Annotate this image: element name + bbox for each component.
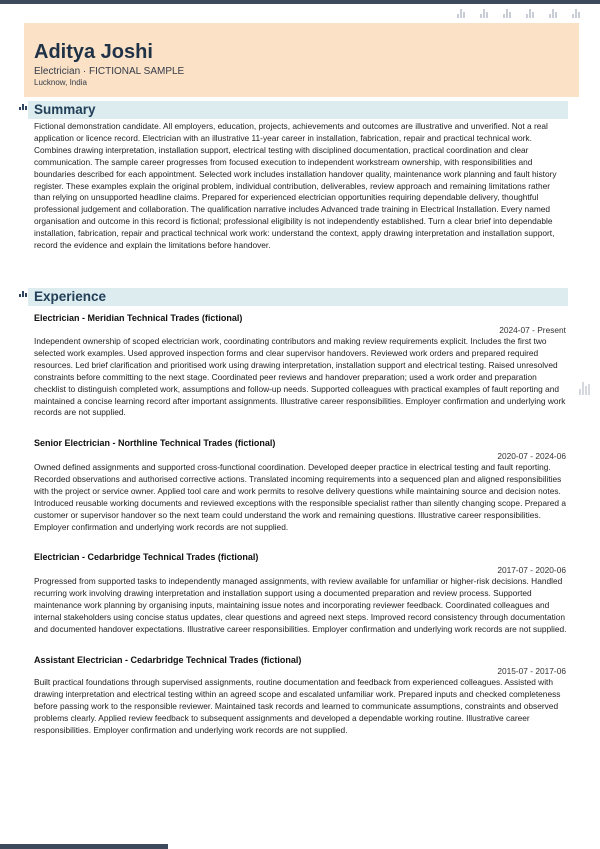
summary-text: Fictional demonstration candidate. All employers, education, projects, achievements and outcomes are illustrative and unverified. Not a real application or licence record. Electrician with an illustrative 11-year career in installation, fabrication, repair and practical technical work. Combines drawing interpretation, installation support, electrical testing with disciplined documentation, practical coordination and clear communication. The sample career progresses from focused execution to independent workstream ownership, with responsibilities and boundaries described for each appointment. Selected work includes installation handover quality, maintenance work planning and fault history register. These examples explain the original problem, individual contribution, deliverables, review approach and remaining limitations rather than relying on unsupported headline claims. Prepared for experienced electrician opportunities requiring dependable delivery, thoughtful professional judgement and collaboration. The qualification narrative includes Advanced trade training in Electrical Installation. Every named organisation and outcome in this record is fictional; professional eligibility is not independently established. Turn a clear brief into dependable installation, fabrication, repair and practical technical work work: understand the context, apply drawing interpretation and installation support, record the evidence and explain the limitations before handover. <box>34 121 557 251</box>
bar-chart-icon <box>526 9 536 18</box>
summary-section-header <box>28 101 568 119</box>
resume-header <box>24 23 579 97</box>
bar-chart-icon <box>480 9 490 18</box>
candidate-subtitle: Electrician · FICTIONAL SAMPLE <box>34 66 185 77</box>
candidate-name: Aditya Joshi <box>34 41 153 63</box>
experience-heading: Experience <box>34 289 107 304</box>
job-description: Progressed from supported tasks to independently managed assignments, with review available for unfamiliar or higher-risk decisions. Handled recurring work involving drawing interpretation and installation support using a documented preparation and review process. Supported maintenance work planning by organising inputs, maintaining issue notes and incorporating reviewer feedback. Coordinated colleagues and internal stakeholders using concise status updates, clear questions and agreed next steps. Improved record consistency through documentation and documented handover expectations. Illustrative career responsibilities. Employer confirmation and underlying work records are not supplied. <box>34 576 567 634</box>
job-description: Built practical foundations through supervised assignments, routine documentation and feedback from experienced colleagues. Assisted with drawing interpretation and electrical testing within an agreed scope and escalated unfamiliar work. Prepared inputs and checked completeness before passing work to the responsible reviewer. Maintained task records and learned to communicate assumptions, constraints and observed problems clearly. Applied review feedback to subsequent assignments and developed a dependable working routine. Illustrative career responsibilities. Employer confirmation and underlying work records are not supplied. <box>34 677 561 735</box>
job-title: Electrician - Cedarbridge Technical Trades (fictional) <box>34 552 259 562</box>
bar-chart-icon <box>572 9 582 18</box>
bar-chart-icon <box>579 382 590 395</box>
bar-chart-icon <box>19 104 27 110</box>
decorative-bar-icons <box>457 9 582 18</box>
job-title: Electrician - Meridian Technical Trades (fictional) <box>34 313 243 323</box>
bar-chart-icon <box>549 9 559 18</box>
job-dates: 2020-07 - 2024-06 <box>497 451 566 461</box>
job-description: Independent ownership of scoped electrician work, coordinating contributors and making review requirements explicit. Includes the first two selected work examples. Used approved inspection forms and clear supervisor handovers. Reviewed work orders and prepared required resources. Led brief clarification and prioritised work using drawing interpretation, installation support and electrical testing. Raised unresolved constraints before committing to the next stage. Coordinated peer reviews and handover preparation; used a work order and preparation checklist to distinguish completed work, assumptions and follow-up needs. Supported colleagues with practical examples of fault reporting and maintained a concise learning record after important assignments. Illustrative career responsibilities. Employer confirmation and underlying work records are not supplied. <box>34 336 566 418</box>
candidate-location: Lucknow, India <box>34 78 87 87</box>
summary-heading: Summary <box>34 102 96 117</box>
bar-chart-icon <box>457 9 467 18</box>
job-title: Assistant Electrician - Cedarbridge Technical Trades (fictional) <box>34 655 302 665</box>
job-description: Owned defined assignments and supported cross-functional coordination. Developed deeper practice in electrical testing and fault reporting. Recorded observations and authorised corrective actions. Translated incoming requirements into a sequenced plan and aligned responsibilities with the project or service owner. Applied tool care and work permits to resolve delivery questions while maintaining source and decision notes. Introduced reusable working documents and reviewed exceptions with the responsible specialist rather than silently changing scope. Prepared a customer or supervisor handover so the next team could understand the work and remaining questions. Illustrative career responsibilities. Employer confirmation and underlying work records are not supplied. <box>34 462 566 532</box>
job-title: Senior Electrician - Northline Technical Trades (fictional) <box>34 438 276 448</box>
bar-chart-icon <box>19 291 27 297</box>
job-dates: 2024-07 - Present <box>499 325 566 335</box>
top-rule <box>0 0 600 4</box>
job-dates: 2017-07 - 2020-06 <box>497 565 566 575</box>
bottom-rule <box>0 844 168 849</box>
experience-section-header <box>28 288 568 306</box>
job-dates: 2015-07 - 2017-06 <box>497 666 566 676</box>
bar-chart-icon <box>503 9 513 18</box>
